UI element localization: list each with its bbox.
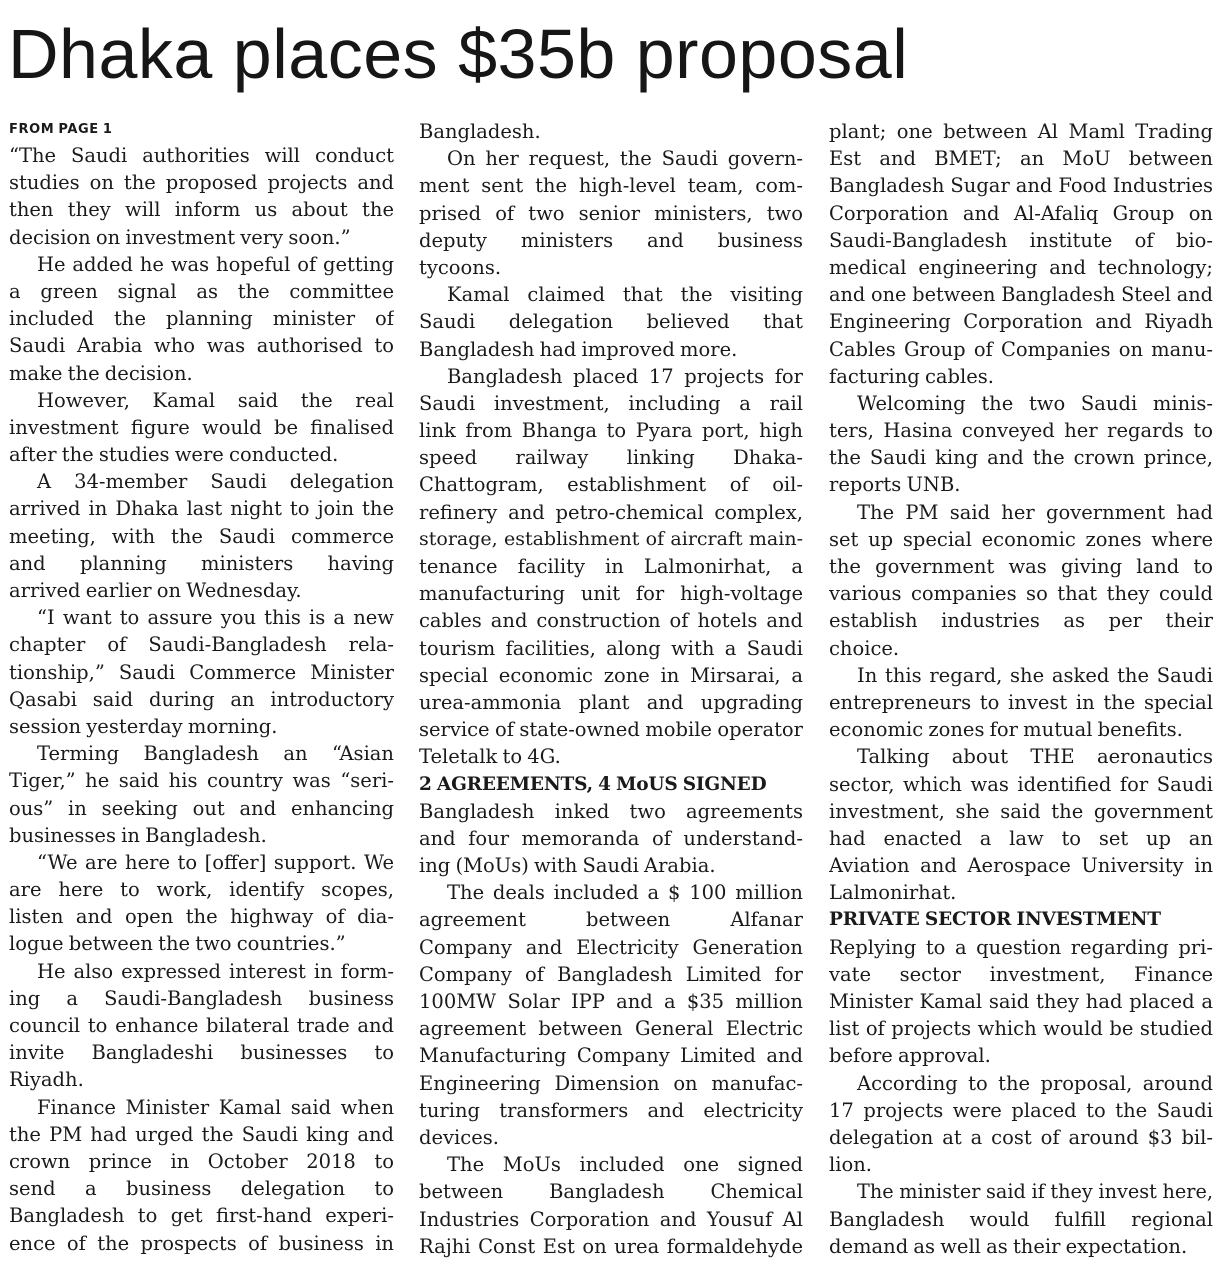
article-column-2 <box>419 118 803 1260</box>
text-line: Bangladesh had improved more. <box>419 337 738 361</box>
text-line: special economic zone in Mirsarai, a <box>419 663 803 687</box>
text-line: studies on the proposed projects and <box>9 171 394 195</box>
text-line: invite Bangladeshi businesses to <box>9 1041 394 1065</box>
article-column-3 <box>829 118 1213 1260</box>
text-line: devices. <box>419 1125 499 1149</box>
text-line: Terming Bangladesh an “Asian <box>37 742 394 766</box>
text-line: Manufacturing Company Limited and <box>419 1044 803 1068</box>
text-line: entrepreneurs to invest in the special <box>829 690 1213 714</box>
text-line: link from Bhanga to Pyara port, high <box>419 419 803 443</box>
text-line: Cables Group of Companies on manu- <box>829 337 1213 361</box>
text-line: refinery and petro-chemical complex, <box>419 500 803 524</box>
text-line: The PM said her government had <box>857 500 1213 524</box>
text-line: The deals included a $ 100 million <box>447 881 803 905</box>
text-line: Est and BMET; an MoU between <box>829 147 1213 171</box>
text-line: agreement between Alfanar <box>419 908 803 932</box>
text-line: deputy ministers and business <box>419 228 803 252</box>
text-line: are here to work, identify scopes, <box>9 878 394 902</box>
text-line: Rajhi Const Est on urea formaldehyde <box>419 1234 803 1258</box>
text-line: reports UNB. <box>829 473 961 497</box>
text-line: He also expressed interest in form- <box>37 959 394 983</box>
text-line: Finance Minister Kamal said when <box>37 1095 394 1119</box>
text-line: crown prince in October 2018 to <box>9 1149 394 1173</box>
text-line: Engineering Corporation and Riyadh <box>829 310 1213 334</box>
text-line: The minister said if they invest here, <box>857 1180 1213 1204</box>
text-line: Saudi investment, including a rail <box>419 391 803 415</box>
text-line: manufacturing unit for high-voltage <box>419 582 803 606</box>
text-line: plant; one between Al Maml Trading <box>829 120 1213 143</box>
text-line: investment figure would be finalised <box>9 415 394 439</box>
text-line: The MoUs included one signed <box>447 1153 803 1177</box>
text-line: Industries Corporation and Yousuf Al <box>419 1207 803 1231</box>
text-line: However, Kamal said the real <box>37 388 394 412</box>
text-line: sector, which was identified for Saudi <box>829 772 1213 796</box>
text-line: vate sector investment, Finance <box>829 962 1213 986</box>
text-line: meeting, with the Saudi commerce <box>9 524 394 548</box>
text-line: tycoons. <box>419 255 502 279</box>
text-line: Minister Kamal said they had placed a <box>829 990 1213 1013</box>
text-line: Company and Electricity Generation <box>419 935 803 959</box>
text-line: Bangladesh. <box>419 120 541 143</box>
text-line: send a business delegation to <box>9 1177 394 1201</box>
text-line: included the planning minister of <box>9 307 394 331</box>
text-line: establish industries as per their <box>829 609 1213 633</box>
text-line: On her request, the Saudi govern- <box>447 147 803 171</box>
text-line: tourism facilities, along with a Saudi <box>419 636 803 660</box>
text-line: Talking about THE aeronautics <box>857 745 1213 769</box>
text-line: Bangladesh inked two agreements <box>419 799 803 823</box>
text-line: Engineering Dimension on manufac- <box>419 1071 803 1095</box>
text-line: session yesterday morning. <box>9 714 278 738</box>
text-line: 100MW Solar IPP and a $35 million <box>419 990 803 1013</box>
text-line: economic zones for mutual benefits. <box>829 718 1183 742</box>
text-line: 17 projects were placed to the Saudi <box>829 1098 1213 1122</box>
jump-label: FROM PAGE 1 <box>9 122 113 137</box>
text-line: He added he was hopeful of getting <box>37 252 394 276</box>
text-line: Welcoming the two Saudi minis- <box>857 391 1213 415</box>
text-line: lion. <box>829 1153 872 1177</box>
text-line: Chattogram, establishment of oil- <box>419 473 803 497</box>
text-line: Saudi-Bangladesh institute of bio- <box>829 228 1213 252</box>
text-line: Bangladesh Sugar and Food Industries <box>829 174 1213 198</box>
section-subhead: PRIVATE SECTOR INVESTMENT <box>829 909 1161 931</box>
text-line: turing transformers and electricity <box>419 1098 803 1122</box>
text-line: Saudi Arabia who was authorised to <box>9 334 394 358</box>
text-line: Teletalk to 4G. <box>419 745 561 769</box>
text-line: medical engineering and technology; <box>829 255 1213 279</box>
text-line: arrived earlier on Wednesday. <box>9 579 302 602</box>
text-line: the PM had urged the Saudi king and <box>9 1122 394 1146</box>
text-line: set up special economic zones where <box>829 527 1213 551</box>
text-line: decision on investment very soon.” <box>9 225 351 249</box>
text-line: “We are here to [offer] support. We <box>37 850 394 874</box>
text-line: delegation at a cost of around $3 bil- <box>829 1125 1213 1149</box>
text-line: “The Saudi authorities will conduct <box>9 144 394 167</box>
text-line: A 34-member Saudi delegation <box>37 470 394 494</box>
text-line: Saudi delegation believed that <box>419 310 803 334</box>
text-line: then they will inform us about the <box>9 198 394 222</box>
text-line: tenance facility in Lalmonirhat, a <box>419 555 803 578</box>
text-line: chapter of Saudi-Bangladesh rela- <box>9 633 394 657</box>
text-line: and one between Bangladesh Steel and <box>829 283 1213 307</box>
text-line: ence of the prospects of business in <box>9 1231 394 1255</box>
text-line: cables and construction of hotels and <box>419 609 803 633</box>
text-line: Tiger,” he said his country was “seri- <box>9 769 394 793</box>
text-line: prised of two senior ministers, two <box>419 201 803 225</box>
text-line: various companies so that they could <box>829 582 1213 606</box>
text-line: Bangladesh to get first-hand experi- <box>9 1204 394 1228</box>
text-line: choice. <box>829 636 900 660</box>
text-line: list of projects which would be studied <box>829 1017 1213 1041</box>
text-line: According to the proposal, around <box>857 1071 1213 1095</box>
text-line: ters, Hasina conveyed her regards to <box>829 419 1213 443</box>
text-line: and four memoranda of understand- <box>419 826 803 850</box>
text-line: the Saudi king and the crown prince, <box>829 446 1213 470</box>
text-line: ous” in seeking out and enhancing <box>9 796 394 820</box>
text-line: “I want to assure you this is a new <box>37 606 394 630</box>
text-line: Kamal claimed that the visiting <box>447 283 803 307</box>
text-line: Riyadh. <box>9 1068 84 1092</box>
text-line: council to enhance bilateral trade and <box>9 1014 394 1037</box>
text-line: Lalmonirhat. <box>829 881 957 905</box>
text-line: tionship,” Saudi Commerce Minister <box>9 660 394 684</box>
text-line: arrived in Dhaka last night to join the <box>9 497 394 521</box>
text-line: the government was giving land to <box>829 555 1213 578</box>
article-column-1 <box>9 118 394 1257</box>
text-line: logue between the two countries.” <box>9 932 346 956</box>
text-line: Company of Bangladesh Limited for <box>419 962 803 986</box>
text-line: after the studies were conducted. <box>9 443 339 467</box>
text-line: investment, she said the government <box>829 799 1213 823</box>
text-line: a green signal as the committee <box>9 279 394 303</box>
text-line: demand as well as their expectation. <box>829 1234 1188 1258</box>
text-line: facturing cables. <box>829 364 994 388</box>
text-line: and planning ministers having <box>9 551 394 575</box>
text-line: between Bangladesh Chemical <box>419 1180 803 1204</box>
text-line: had enacted a law to set up an <box>829 826 1213 850</box>
text-line: speed railway linking Dhaka- <box>419 446 803 470</box>
text-line: Qasabi said during an introductory <box>9 687 394 711</box>
text-line: agreement between General Electric <box>419 1017 803 1041</box>
text-line: Aviation and Aerospace University in <box>829 854 1213 878</box>
text-line: businesses in Bangladesh. <box>9 823 267 847</box>
text-line: service of state-owned mobile operator <box>419 718 803 742</box>
section-subhead: 2 AGREEMENTS, 4 MoUS SIGNED <box>419 773 767 795</box>
text-line: ment sent the high-level team, com- <box>419 174 803 198</box>
text-line: Bangladesh placed 17 projects for <box>447 364 803 388</box>
text-line: Bangladesh would fulfill regional <box>829 1207 1213 1231</box>
text-line: In this regard, she asked the Saudi <box>857 663 1213 687</box>
text-line: ing a Saudi-Bangladesh business <box>9 986 394 1010</box>
text-line: Corporation and Al-Afaliq Group on <box>829 201 1213 225</box>
headline: Dhaka places $35b proposal <box>8 15 909 93</box>
text-line: storage, establishment of aircraft main- <box>419 527 803 550</box>
text-line: listen and open the highway of dia- <box>9 905 394 929</box>
text-line: Replying to a question regarding pri- <box>829 935 1213 959</box>
text-line: urea-ammonia plant and upgrading <box>419 690 803 714</box>
text-line: make the decision. <box>9 361 193 385</box>
text-line: before approval. <box>829 1044 991 1068</box>
text-line: ing (MoUs) with Saudi Arabia. <box>419 854 716 878</box>
